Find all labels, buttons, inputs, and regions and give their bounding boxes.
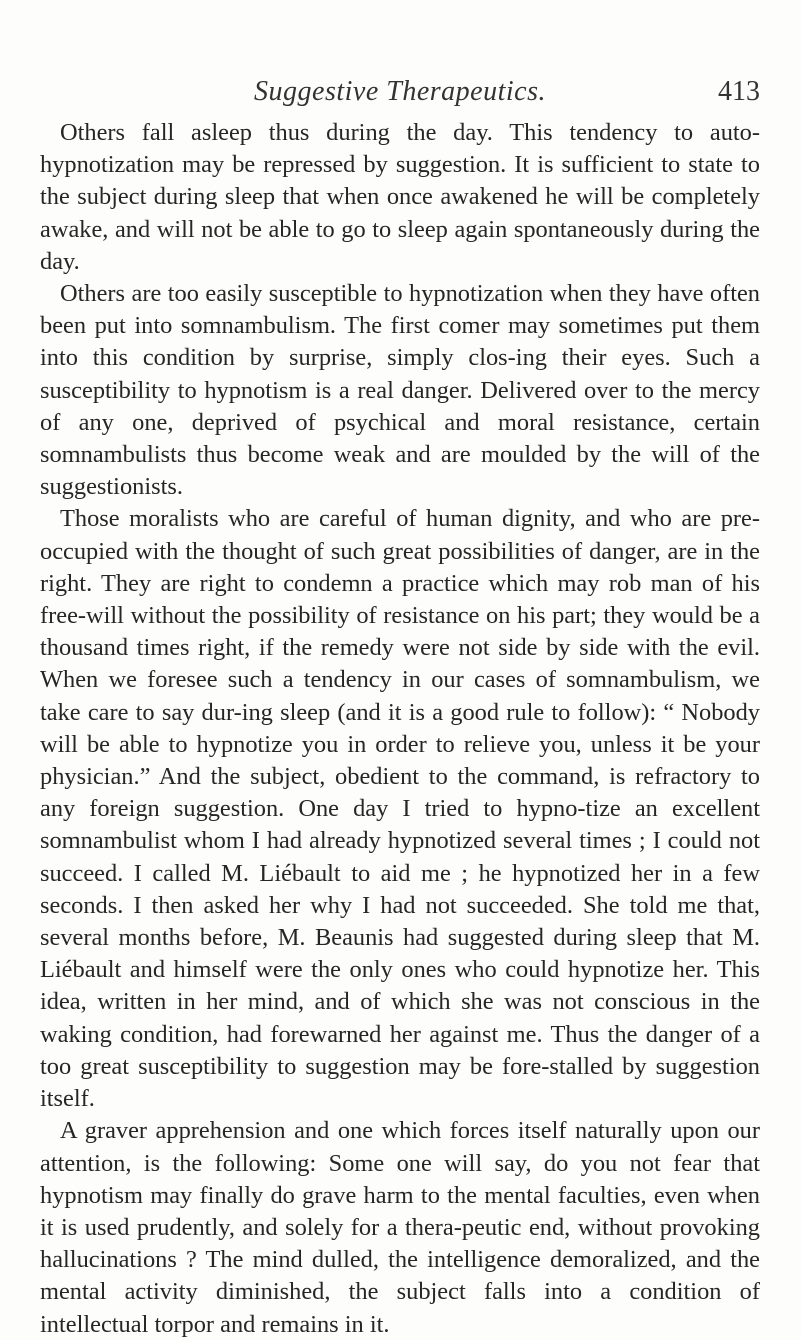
page-body [40,117,760,1341]
paragraph: Others fall asleep thus during the day. This tendency to auto-hypnotization may be repressed by suggestion. It is sufficient to state to the subject during sleep that when once awakened he will be completely awake, and will not be able to go to sleep again spontaneously during the day. [40,119,760,275]
paragraph: A graver apprehension and one which forces itself naturally upon our attention, is the following: Some one will say, do you not fear that hypnotism may finally do grave harm to the mental faculties, even when it is used prudently, and solely for a thera-peutic end, without provoking hallucinations ? The mind dulled, the intelligence demoralized, and the mental activity diminished, the subject falls into a condition of intellectual torpor and remains in it. [40,1117,760,1338]
paragraph: Those moralists who are careful of human dignity, and who are pre-occupied with the thought of such great possibilities of danger, are in the right. They are right to condemn a practice which may rob man of his free-will without the possibility of resistance on his part; they would be a thousand times right, if the remedy were not side by side with the evil. When we foresee such a tendency in our cases of somnambulism, we take care to say dur-ing sleep (and it is a good rule to follow): “ Nobody will be able to hypnotize you in order to relieve you, unless it be your physician.” And the subject, obedient to the command, is refractory to any foreign suggestion. One day I tried to hypno-tize an excellent somnambulist whom I had already hypnotized several times ; I could not succeed. I called M. Liébault to aid me ; he hypnotized her in a few seconds. I then asked her why I had not succeeded. She told me that, several months before, M. Beaunis had suggested during sleep that M. Liébault and himself were the only ones who could hypnotize her. This idea, written in her mind, and of which she was not conscious in the waking condition, had forewarned her against me. Thus the danger of a too great susceptibility to suggestion may be fore-stalled by suggestion itself. [40,505,760,1113]
running-title: Suggestive Therapeutics. [254,76,546,107]
page-number: 413 [718,76,760,107]
paragraph: Others are too easily susceptible to hypnotization when they have often been put into somnambulism. The first comer may sometimes put them into this condition by surprise, simply clos-ing their eyes. Such a susceptibility to hypnotism is a real danger. Delivered over to the mercy of any one, deprived of psychical and moral resistance, certain somnambulists thus become weak and are moulded by the will of the suggestionists. [40,280,760,501]
running-head [40,76,760,116]
